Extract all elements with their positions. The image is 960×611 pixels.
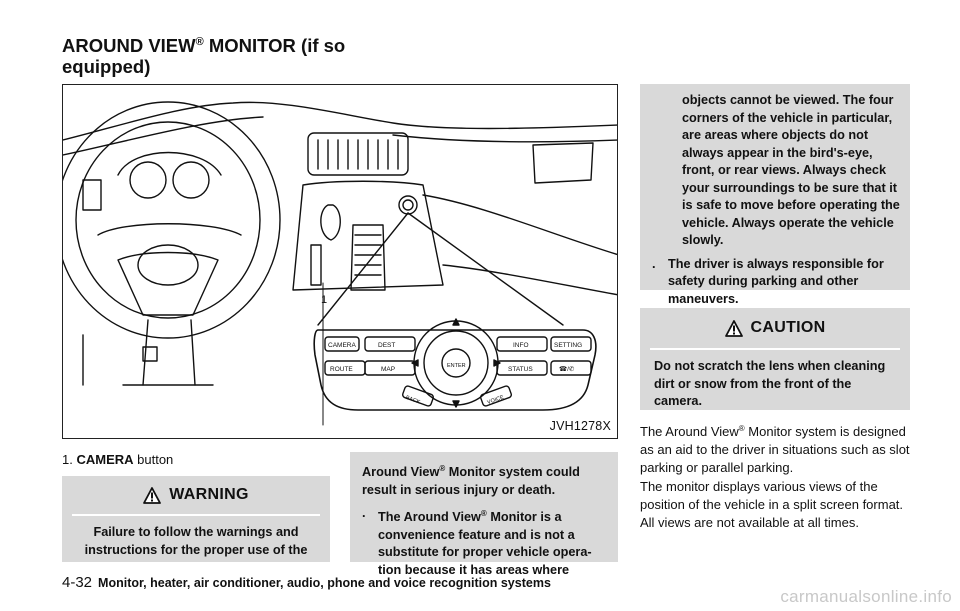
title-text: AROUND VIEW: [62, 35, 196, 56]
warning-continuation-2: [640, 84, 910, 306]
body-paragraph-1: The Around View® Monitor system is designed as an aid to the driver in situations such as slot parking or parallel parking.: [640, 424, 910, 475]
panel-label-map: MAP: [381, 366, 396, 373]
panel-label-phone: ☎/✆: [559, 366, 575, 373]
body-paragraph-2: The monitor displays various views of the position of the vehicle in a split screen format. All views are not available at all times.: [640, 479, 904, 530]
warning-intro: Around View® Monitor system could result in serious injury or death.: [362, 464, 580, 497]
caution-text: Do not scratch the lens when cleaning dirt or snow from the front of the camera.: [654, 359, 886, 408]
panel-label-info: INFO: [513, 342, 529, 349]
callout-number: 1: [321, 294, 328, 306]
dashboard-drawing: [63, 85, 618, 439]
caption-number: 1.: [62, 452, 73, 467]
panel-label-route: ROUTE: [330, 366, 353, 373]
warning-triangle-icon: [143, 487, 161, 504]
panel-label-enter: ENTER: [447, 363, 466, 369]
panel-label-setting: SETTING: [554, 342, 583, 349]
warning-bullet-2-text: The driver is always responsible for safety during parking and other maneuvers.: [668, 256, 884, 306]
warning-box: [62, 476, 330, 562]
bullet-mark: .: [652, 256, 656, 271]
panel-label-back: BACK: [404, 394, 421, 406]
title-line2: equipped): [62, 56, 151, 77]
warning-heading: [72, 476, 320, 516]
section-title: Monitor, heater, air conditioner, audio, phone and voice recognition systems: [98, 576, 551, 590]
caution-heading: [650, 308, 900, 350]
warning-continuation: [350, 452, 618, 577]
panel-label-status: STATUS: [508, 366, 533, 373]
registered-mark: ®: [195, 36, 204, 48]
page-footer: [62, 574, 551, 591]
panel-label-voice: VOICE: [486, 394, 505, 407]
figure-code: JVH1278X: [549, 419, 611, 433]
title-text-suffix: MONITOR (if so: [203, 35, 346, 56]
watermark: carmanualsonline.info: [780, 587, 952, 606]
warning-bullet-1-continuation: objects cannot be viewed. The four corners of the vehicle in particular, are areas where objects do not always appear in the bird's-eye, front, or rear views. Always check your surroundings to be sure that it is safe to move before operating the vehicle. Always operate the vehicle slowly.: [682, 93, 900, 247]
caption-button-name: CAMERA: [76, 452, 134, 467]
bullet-mark: .: [362, 506, 366, 520]
caution-heading-text: CAUTION: [750, 319, 826, 336]
warning-bullet-1: . The Around View® Monitor is a convenience feature and is not a substitute for proper vehicle opera-tion because it has areas where: [362, 505, 608, 579]
page-number: 4-32: [62, 574, 93, 591]
warning-text: Failure to follow the warnings and instructions for the proper use of the: [84, 525, 308, 557]
caption-rest: button: [133, 452, 174, 467]
panel-label-camera: CAMERA: [328, 342, 356, 349]
warning-heading-text: WARNING: [169, 486, 249, 503]
caution-box: [640, 308, 910, 410]
warning-bullet-2: [652, 256, 900, 309]
figure-caption: [62, 452, 173, 467]
panel-label-dest: DEST: [378, 342, 396, 349]
caution-triangle-icon: [725, 320, 743, 337]
page-title: [62, 32, 362, 77]
dashboard-illustration: [62, 84, 618, 439]
